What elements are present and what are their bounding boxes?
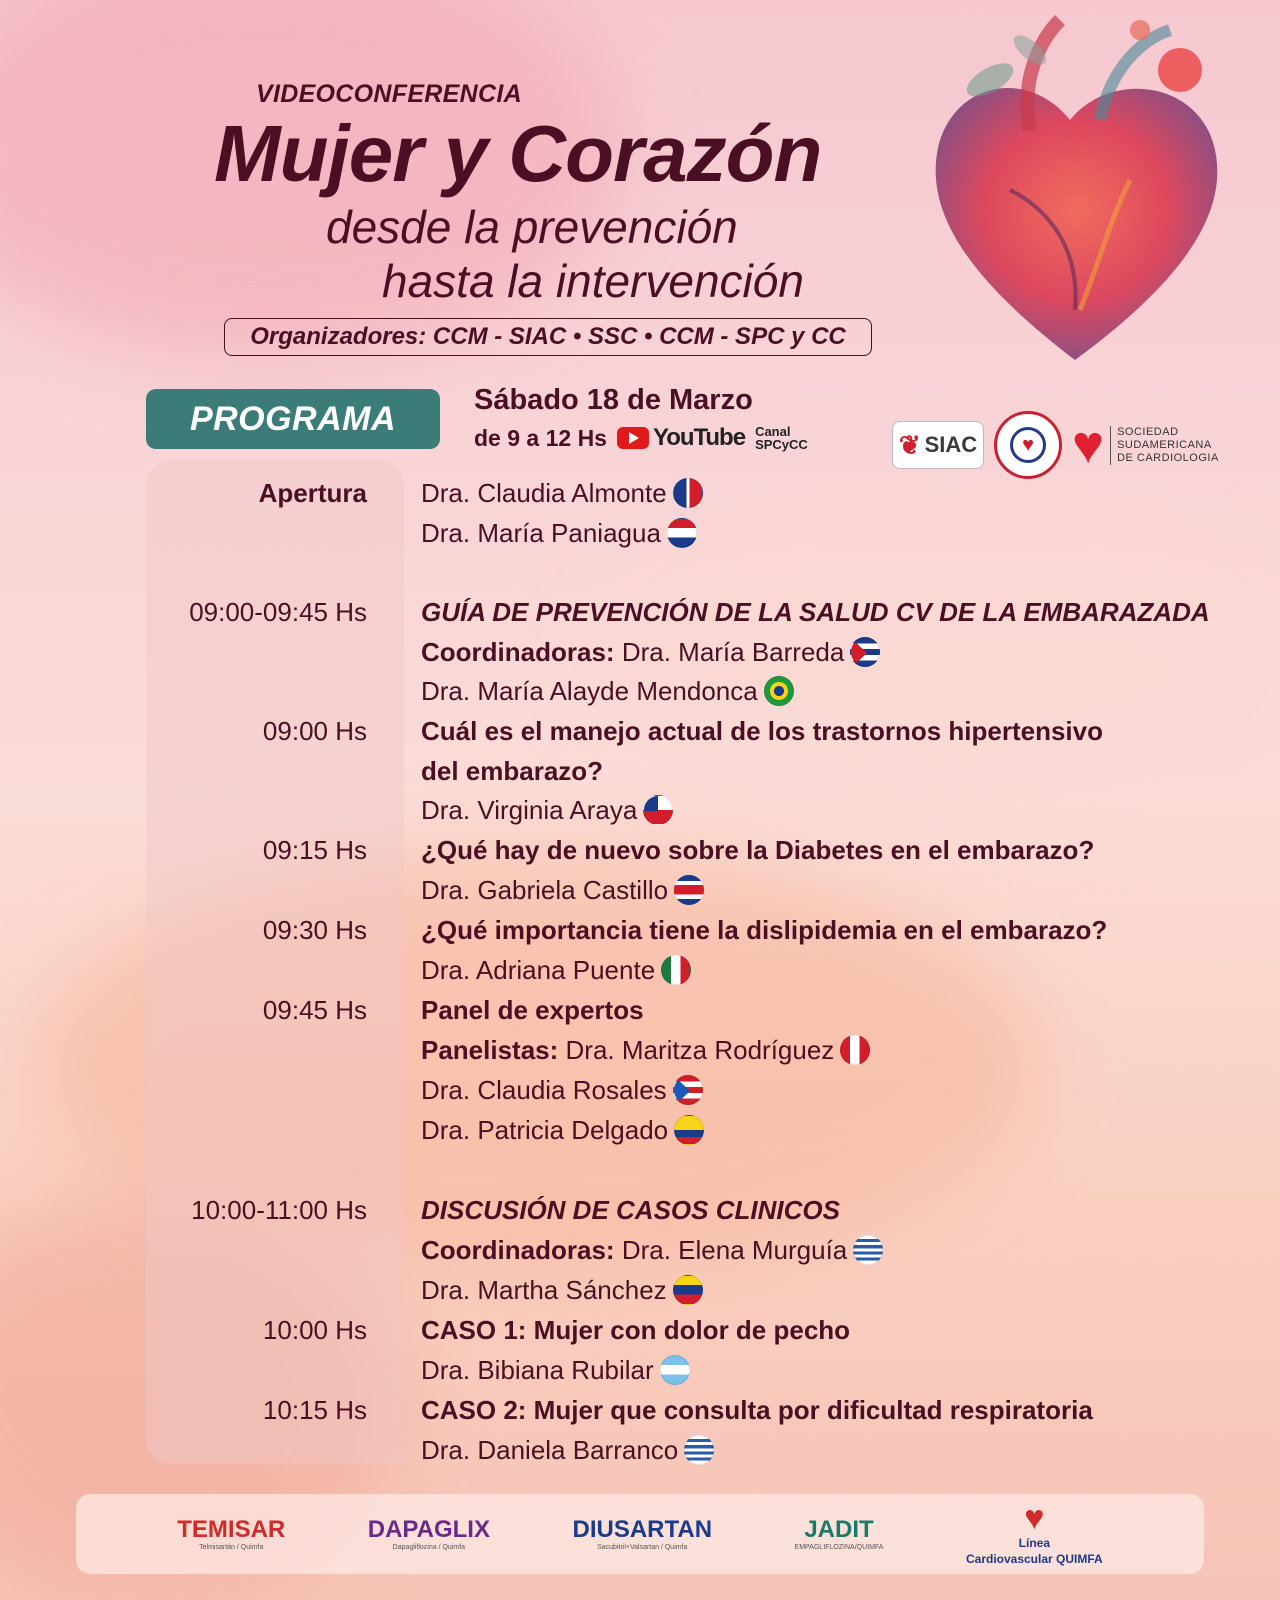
talk-title-cont: del embarazo? <box>421 756 604 786</box>
speaker-row: Dra. Bibiana Rubilar <box>421 1355 690 1386</box>
background-wash <box>600 520 1280 820</box>
linea-cardiovascular-logo: ♥ Línea Cardiovascular QUIMFA <box>965 1499 1103 1566</box>
flag-mexico-icon <box>661 955 691 985</box>
flag-peru-icon <box>840 1035 870 1065</box>
block-title: GUÍA DE PREVENCIÓN DE LA SALUD CV DE LA EMBARAZADA <box>421 597 1210 627</box>
speaker-row: Dra. María Paniagua <box>421 518 697 549</box>
coordinators-row: Coordinadoras: Dra. Elena Murguía <box>421 1235 883 1266</box>
talk-time: 09:45 Hs <box>262 995 367 1025</box>
partner-logos <box>892 412 1237 478</box>
speaker-row: Dra. Martha Sánchez <box>421 1275 703 1306</box>
flag-brazil-icon <box>764 676 794 706</box>
talk-title: ¿Qué hay de nuevo sobre la Diabetes en el embarazo? <box>421 835 1095 865</box>
siac-icon: ❦ <box>898 429 921 460</box>
flag-argentina-icon <box>660 1355 690 1385</box>
talk-time: 09:30 Hs <box>262 915 367 945</box>
flag-paraguay-icon <box>667 518 697 548</box>
flag-ecuador-icon <box>674 1115 704 1145</box>
speaker-row: Dra. Claudia Almonte <box>421 478 703 509</box>
flag-chile-icon <box>643 795 673 825</box>
sponsor-bar <box>76 1494 1204 1574</box>
heart-icon: ♥ <box>1010 427 1046 463</box>
society-seal-logo <box>994 411 1062 479</box>
flag-cuba-icon <box>850 637 880 667</box>
flag-venezuela-icon <box>673 1275 703 1305</box>
subtitle-line-1: desde la prevención <box>326 201 738 253</box>
flag-uruguay-icon <box>684 1435 714 1465</box>
speaker-row: Dra. Adriana Puente <box>421 955 691 986</box>
ssc-logo <box>1072 415 1219 475</box>
event-time: de 9 a 12 Hs <box>474 424 607 451</box>
block-time: 10:00-11:00 Hs <box>191 1195 367 1225</box>
talk-time: 10:00 Hs <box>262 1315 367 1345</box>
youtube-play-icon <box>617 427 649 449</box>
block-time: 09:00-09:45 Hs <box>189 597 367 627</box>
flag-dominican-republic-icon <box>673 478 703 508</box>
block-title: DISCUSIÓN DE CASOS CLINICOS <box>421 1195 840 1225</box>
speaker-row: Dra. Patricia Delgado <box>421 1115 704 1146</box>
talk-title: CASO 1: Mujer con dolor de pecho <box>421 1315 851 1345</box>
coordinators-row: Coordinadoras: Dra. María Barreda <box>421 637 880 668</box>
dapaglix-logo: DAPAGLIX Dapagliflozina / Quimfa <box>367 1515 490 1551</box>
talk-title: ¿Qué importancia tiene la dislipidemia en el embarazo? <box>421 915 1108 945</box>
speaker-row: Dra. Gabriela Castillo <box>421 875 704 906</box>
event-time-line <box>474 424 808 452</box>
siac-logo: ❦ SIAC <box>892 421 984 469</box>
heart-icon: ♥ <box>1024 1499 1045 1537</box>
youtube-wordmark: YouTube <box>652 424 746 451</box>
ssc-name: SOCIEDAD SUDAMERICANA DE CARDIOLOGIA <box>1110 426 1219 465</box>
flag-puerto-rico-icon <box>673 1075 703 1105</box>
talk-title: Cuál es el manejo actual de los trastornos hipertensivo <box>421 716 1103 746</box>
speaker-row: Dra. Virginia Araya <box>421 795 673 826</box>
speaker-row: Dra. Claudia Rosales <box>421 1075 703 1106</box>
jadit-logo: JADIT EMPAGLIFLOZINA/QUIMFA <box>794 1515 884 1551</box>
canal-label: Canal SPCyCC <box>755 424 808 452</box>
organizers-box: Organizadores: CCM - SIAC • SSC • CCM - SPC y CC <box>224 318 872 356</box>
kicker: VIDEOCONFERENCIA <box>256 80 522 108</box>
talk-time: 09:15 Hs <box>262 835 367 865</box>
speaker-row: Dra. Daniela Barranco <box>421 1435 714 1466</box>
ssc-heart-icon: ♥ <box>1072 415 1105 475</box>
speaker-row: Dra. María Alayde Mendonca <box>421 676 794 707</box>
diusartan-logo: DIUSARTAN Sacubitril+Valsartan / Quimfa <box>572 1515 713 1551</box>
apertura-label: Apertura <box>258 478 367 508</box>
subtitle-line-2: hasta la intervención <box>382 255 804 307</box>
programa-badge: PROGRAMA <box>146 389 440 449</box>
talk-title: CASO 2: Mujer que consulta por dificultad respiratoria <box>421 1395 1093 1425</box>
watercolor-heart-illustration <box>910 10 1240 380</box>
talk-title: Panel de expertos <box>421 995 644 1025</box>
flag-uruguay-icon <box>853 1235 883 1265</box>
panelists-row: Panelistas: Dra. Maritza Rodríguez <box>421 1035 870 1066</box>
event-date: Sábado 18 de Marzo <box>474 384 753 416</box>
flag-costa-rica-icon <box>674 875 704 905</box>
youtube-logo <box>617 424 745 452</box>
talk-time: 10:15 Hs <box>262 1395 367 1425</box>
page-title: Mujer y Corazón <box>214 109 822 198</box>
temisar-logo: TEMISAR Telmisartán / Quimfa <box>177 1515 286 1551</box>
talk-time: 09:00 Hs <box>262 716 367 746</box>
